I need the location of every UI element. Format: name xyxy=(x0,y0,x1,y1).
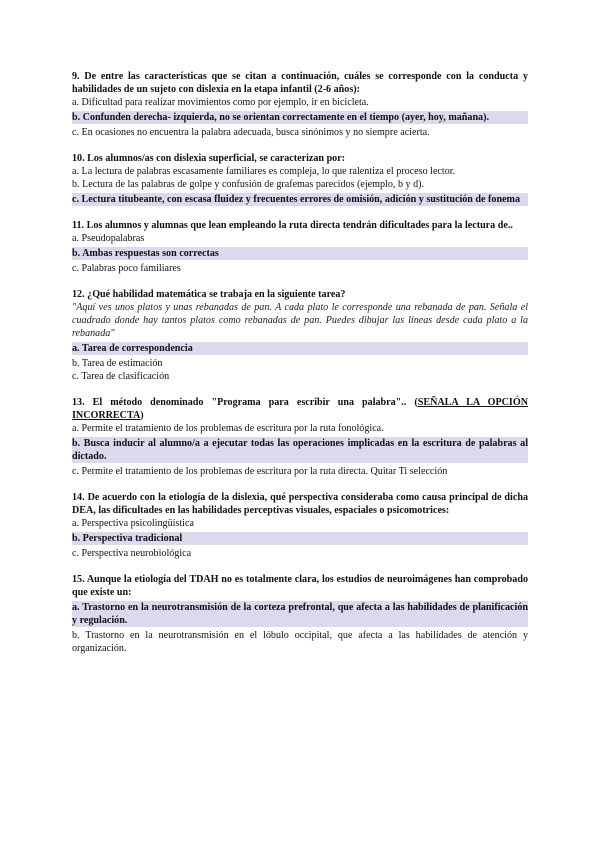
question-title-emphasis: SEÑALA LA OPCIÓN INCORRECTA xyxy=(72,397,528,421)
question-14 xyxy=(72,491,528,560)
correct-answer-option: a. Tarea de correspondencia xyxy=(72,342,528,355)
question-11 xyxy=(72,219,528,275)
answer-option: b. Tarea de estimación xyxy=(72,358,163,369)
question-title: 12. ¿Qué habilidad matemática se trabaja en la siguiente tarea? xyxy=(72,289,346,300)
question-quote: "Aquí ves unos platos y unas rebanadas de pan. A cada plato le corresponde una rebanada de pan. Señala el cuadrado donde hay tantos platos como rebanadas de pan. Puedes dibujar las líneas desde cada plato a la rebanada" xyxy=(72,302,528,339)
answer-option: a. Perspectiva psicolingüística xyxy=(72,518,194,529)
answer-option: a. Permite el tratamiento de los problemas de escritura por la ruta fonológica. xyxy=(72,423,384,434)
correct-answer-option: c. Lectura titubeante, con escasa fluidez y frecuentes errores de omisión, adición y sustitución de fonema xyxy=(72,193,528,206)
question-title: 11. Los alumnos y alumnas que lean empleando la ruta directa tendrán dificultades para la lectura de.. xyxy=(72,220,513,231)
question-13 xyxy=(72,396,528,478)
answer-option: c. Palabras poco familiares xyxy=(72,263,181,274)
correct-answer-option: b. Confunden derecha- izquierda, no se orientan correctamente en el tiempo (ayer, hoy, mañana). xyxy=(72,111,528,124)
correct-answer-option: b. Ambas respuestas son correctas xyxy=(72,247,528,260)
answer-option: a. Pseudopalabras xyxy=(72,233,145,244)
answer-option: c. En ocasiones no encuentra la palabra adecuada, busca sinónimos y no siempre acierta. xyxy=(72,127,430,138)
correct-answer-option: a. Trastorno en la neurotransmisión de la corteza prefrontal, que afecta a las habilidades de planificación y regulación. xyxy=(72,602,528,626)
answer-option: c. Tarea de clasificación xyxy=(72,371,170,382)
question-title: 15. Aunque la etiología del TDAH no es totalmente clara, los estudios de neuroimágenes han comprobado que existe un: xyxy=(72,574,528,598)
question-title: 10. Los alumnos/as con dislexia superficial, se caracterizan por: xyxy=(72,153,346,164)
answer-option: c. Perspectiva neurobiológica xyxy=(72,548,192,559)
answer-option: a. La lectura de palabras escasamente familiares es compleja, lo que ralentiza el proceso lector. xyxy=(72,166,456,177)
answer-option: b. Lectura de las palabras de golpe y confusión de grafemas parecidos (ejemplo, b y d). xyxy=(72,179,425,190)
question-title xyxy=(72,396,528,422)
answer-option: b. Trastorno en la neurotransmisión en el lóbulo occipital, que afecta a las habilidades de atención y organización. xyxy=(72,630,528,654)
document-page xyxy=(72,70,528,668)
question-title-end: ) xyxy=(140,410,144,421)
question-title: 14. De acuerdo con la etiología de la dislexia, qué perspectiva consideraba como causa principal de dicha DEA, las dificultades en las habilidades perceptivas visuales, espaciales o psicomotrices: xyxy=(72,492,528,516)
question-10 xyxy=(72,152,528,206)
question-title-main: 13. El método denominado "Programa para escribir una palabra".. ( xyxy=(72,397,418,408)
question-title: 9. De entre las características que se citan a continuación, cuáles se corresponde con la conducta y habilidades de un sujeto con dislexia en la etapa infantil (2-6 años): xyxy=(72,71,528,95)
answer-option: a. Dificultad para realizar movimientos como por ejemplo, ir en bicicleta. xyxy=(72,97,369,108)
question-12 xyxy=(72,288,528,383)
correct-answer-option: b. Perspectiva tradicional xyxy=(72,532,528,545)
question-15 xyxy=(72,573,528,655)
correct-answer-option: b. Busca inducir al alumno/a a ejecutar todas las operaciones implicadas en la escritura de palabras al dictado. xyxy=(72,438,528,462)
answer-option: c. Permite el tratamiento de los problemas de escritura por la ruta directa. Quitar Ti selección xyxy=(72,466,448,477)
question-9 xyxy=(72,70,528,139)
